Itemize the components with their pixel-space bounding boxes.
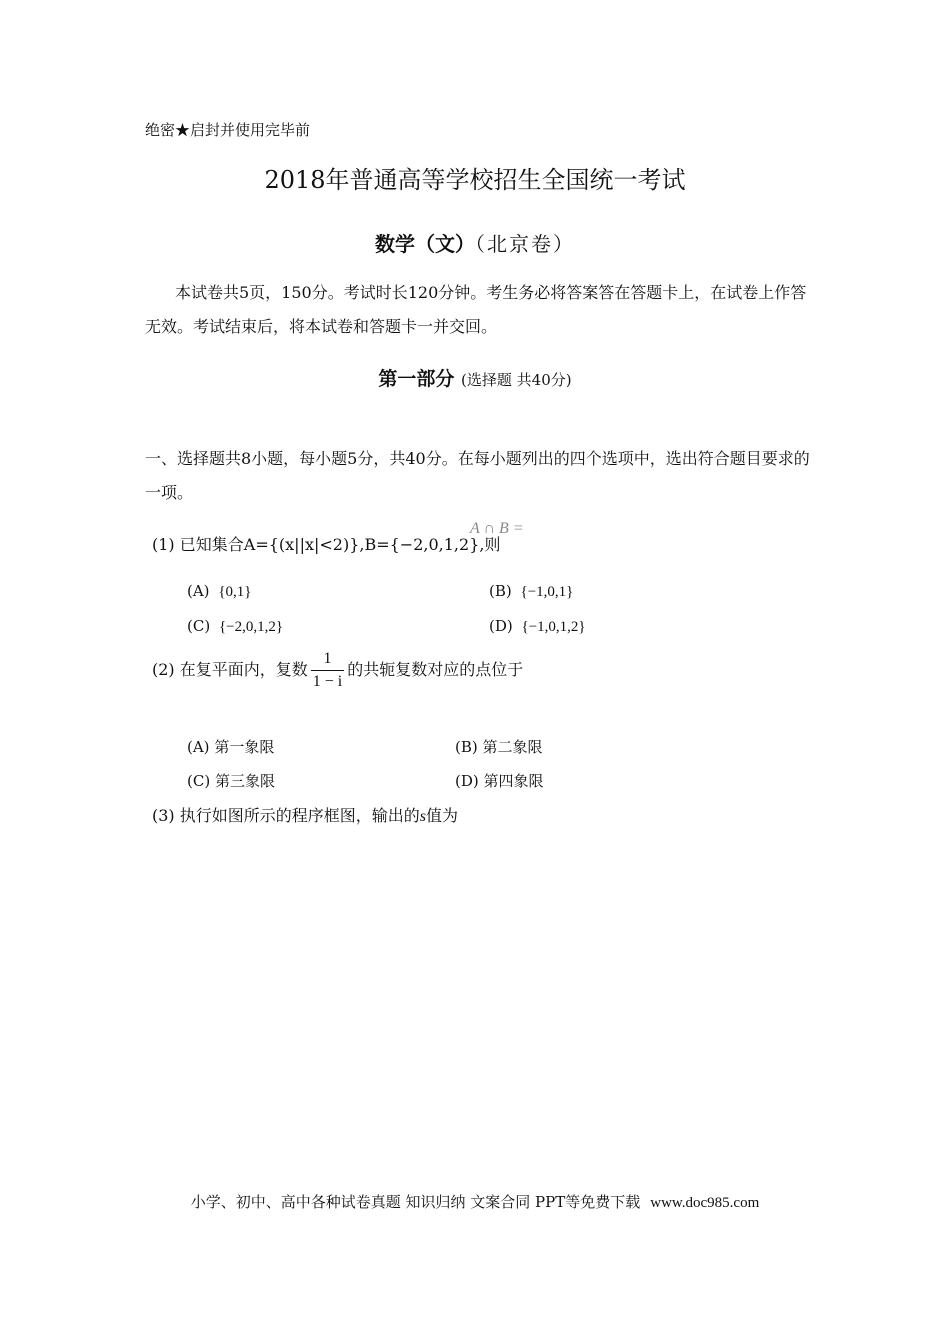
question-stem-before: 在复平面内，复数	[179, 660, 308, 679]
option-text: {−1,0,1,2}	[521, 619, 586, 635]
option-text: 第一象限	[214, 738, 275, 756]
section-heading: 一、选择题共8小题，每小题5分，共40分。在每小题列出的四个选项中，选出符合题目要求的一项。	[145, 449, 810, 502]
option-c	[187, 617, 283, 636]
option-b	[489, 582, 573, 601]
question-2	[152, 650, 523, 691]
option-d	[455, 770, 544, 791]
part-name: 第一部分	[378, 368, 455, 390]
option-label: (D)	[489, 617, 513, 635]
part-note: (选择题 共40分)	[461, 371, 572, 389]
question-3	[152, 803, 458, 826]
option-text: 第二象限	[482, 738, 543, 756]
question-1-result-expression: A ∩ B =	[470, 520, 524, 537]
question-1	[152, 532, 500, 555]
option-label: (B)	[489, 582, 512, 600]
question-number: (2)	[152, 660, 175, 679]
subject-label: 数学（文）	[375, 232, 475, 256]
fraction-denominator: 1 − i	[311, 670, 344, 691]
option-a	[187, 736, 274, 757]
option-text: 第四象限	[483, 772, 544, 790]
option-label: (B)	[455, 738, 478, 756]
option-label: (D)	[455, 772, 479, 790]
option-text: {−2,0,1,2}	[218, 619, 284, 635]
fraction-numerator: 1	[323, 650, 332, 667]
footer-url[interactable]: www.doc985.com	[650, 1195, 760, 1211]
option-text: {0,1}	[218, 584, 252, 600]
option-d	[489, 617, 586, 636]
variable-s: s	[419, 808, 427, 825]
exam-subtitle	[0, 228, 950, 257]
footer-text: 小学、初中、高中各种试卷真题 知识归纳 文案合同 PPT等免费下载	[190, 1193, 641, 1211]
option-label: (C)	[187, 772, 211, 790]
question-number: (3)	[152, 806, 175, 825]
page-footer	[0, 1191, 950, 1212]
exam-title: 2018年普通高等学校招生全国统一考试	[264, 166, 686, 194]
question-number: (1)	[152, 535, 175, 554]
region-label: （北京卷）	[475, 232, 575, 256]
option-text: 第三象限	[214, 772, 275, 790]
question-stem-before: 执行如图所示的程序框图，输出的	[179, 806, 420, 825]
option-a	[187, 582, 251, 601]
option-label: (C)	[187, 617, 211, 635]
option-label: (A)	[187, 738, 210, 756]
part-title	[0, 364, 950, 391]
question-stem: 已知集合A={(x||x|<2)},B={−2,0,1,2},则	[179, 535, 501, 554]
fraction	[311, 650, 344, 691]
exam-instructions: 本试卷共5页，150分。考试时长120分钟。考生务必将答案答在答题卡上，在试卷上作答无效。考试结束后，将本试卷和答题卡一并交回。	[145, 283, 807, 336]
confidential-notice: 绝密★启封并使用完毕前	[145, 121, 311, 139]
option-b	[455, 736, 543, 757]
option-text: {−1,0,1}	[520, 584, 574, 600]
question-stem-after: 的共轭复数对应的点位于	[347, 660, 524, 679]
option-c	[187, 770, 275, 791]
option-label: (A)	[187, 582, 210, 600]
question-stem-after: 值为	[426, 806, 459, 825]
